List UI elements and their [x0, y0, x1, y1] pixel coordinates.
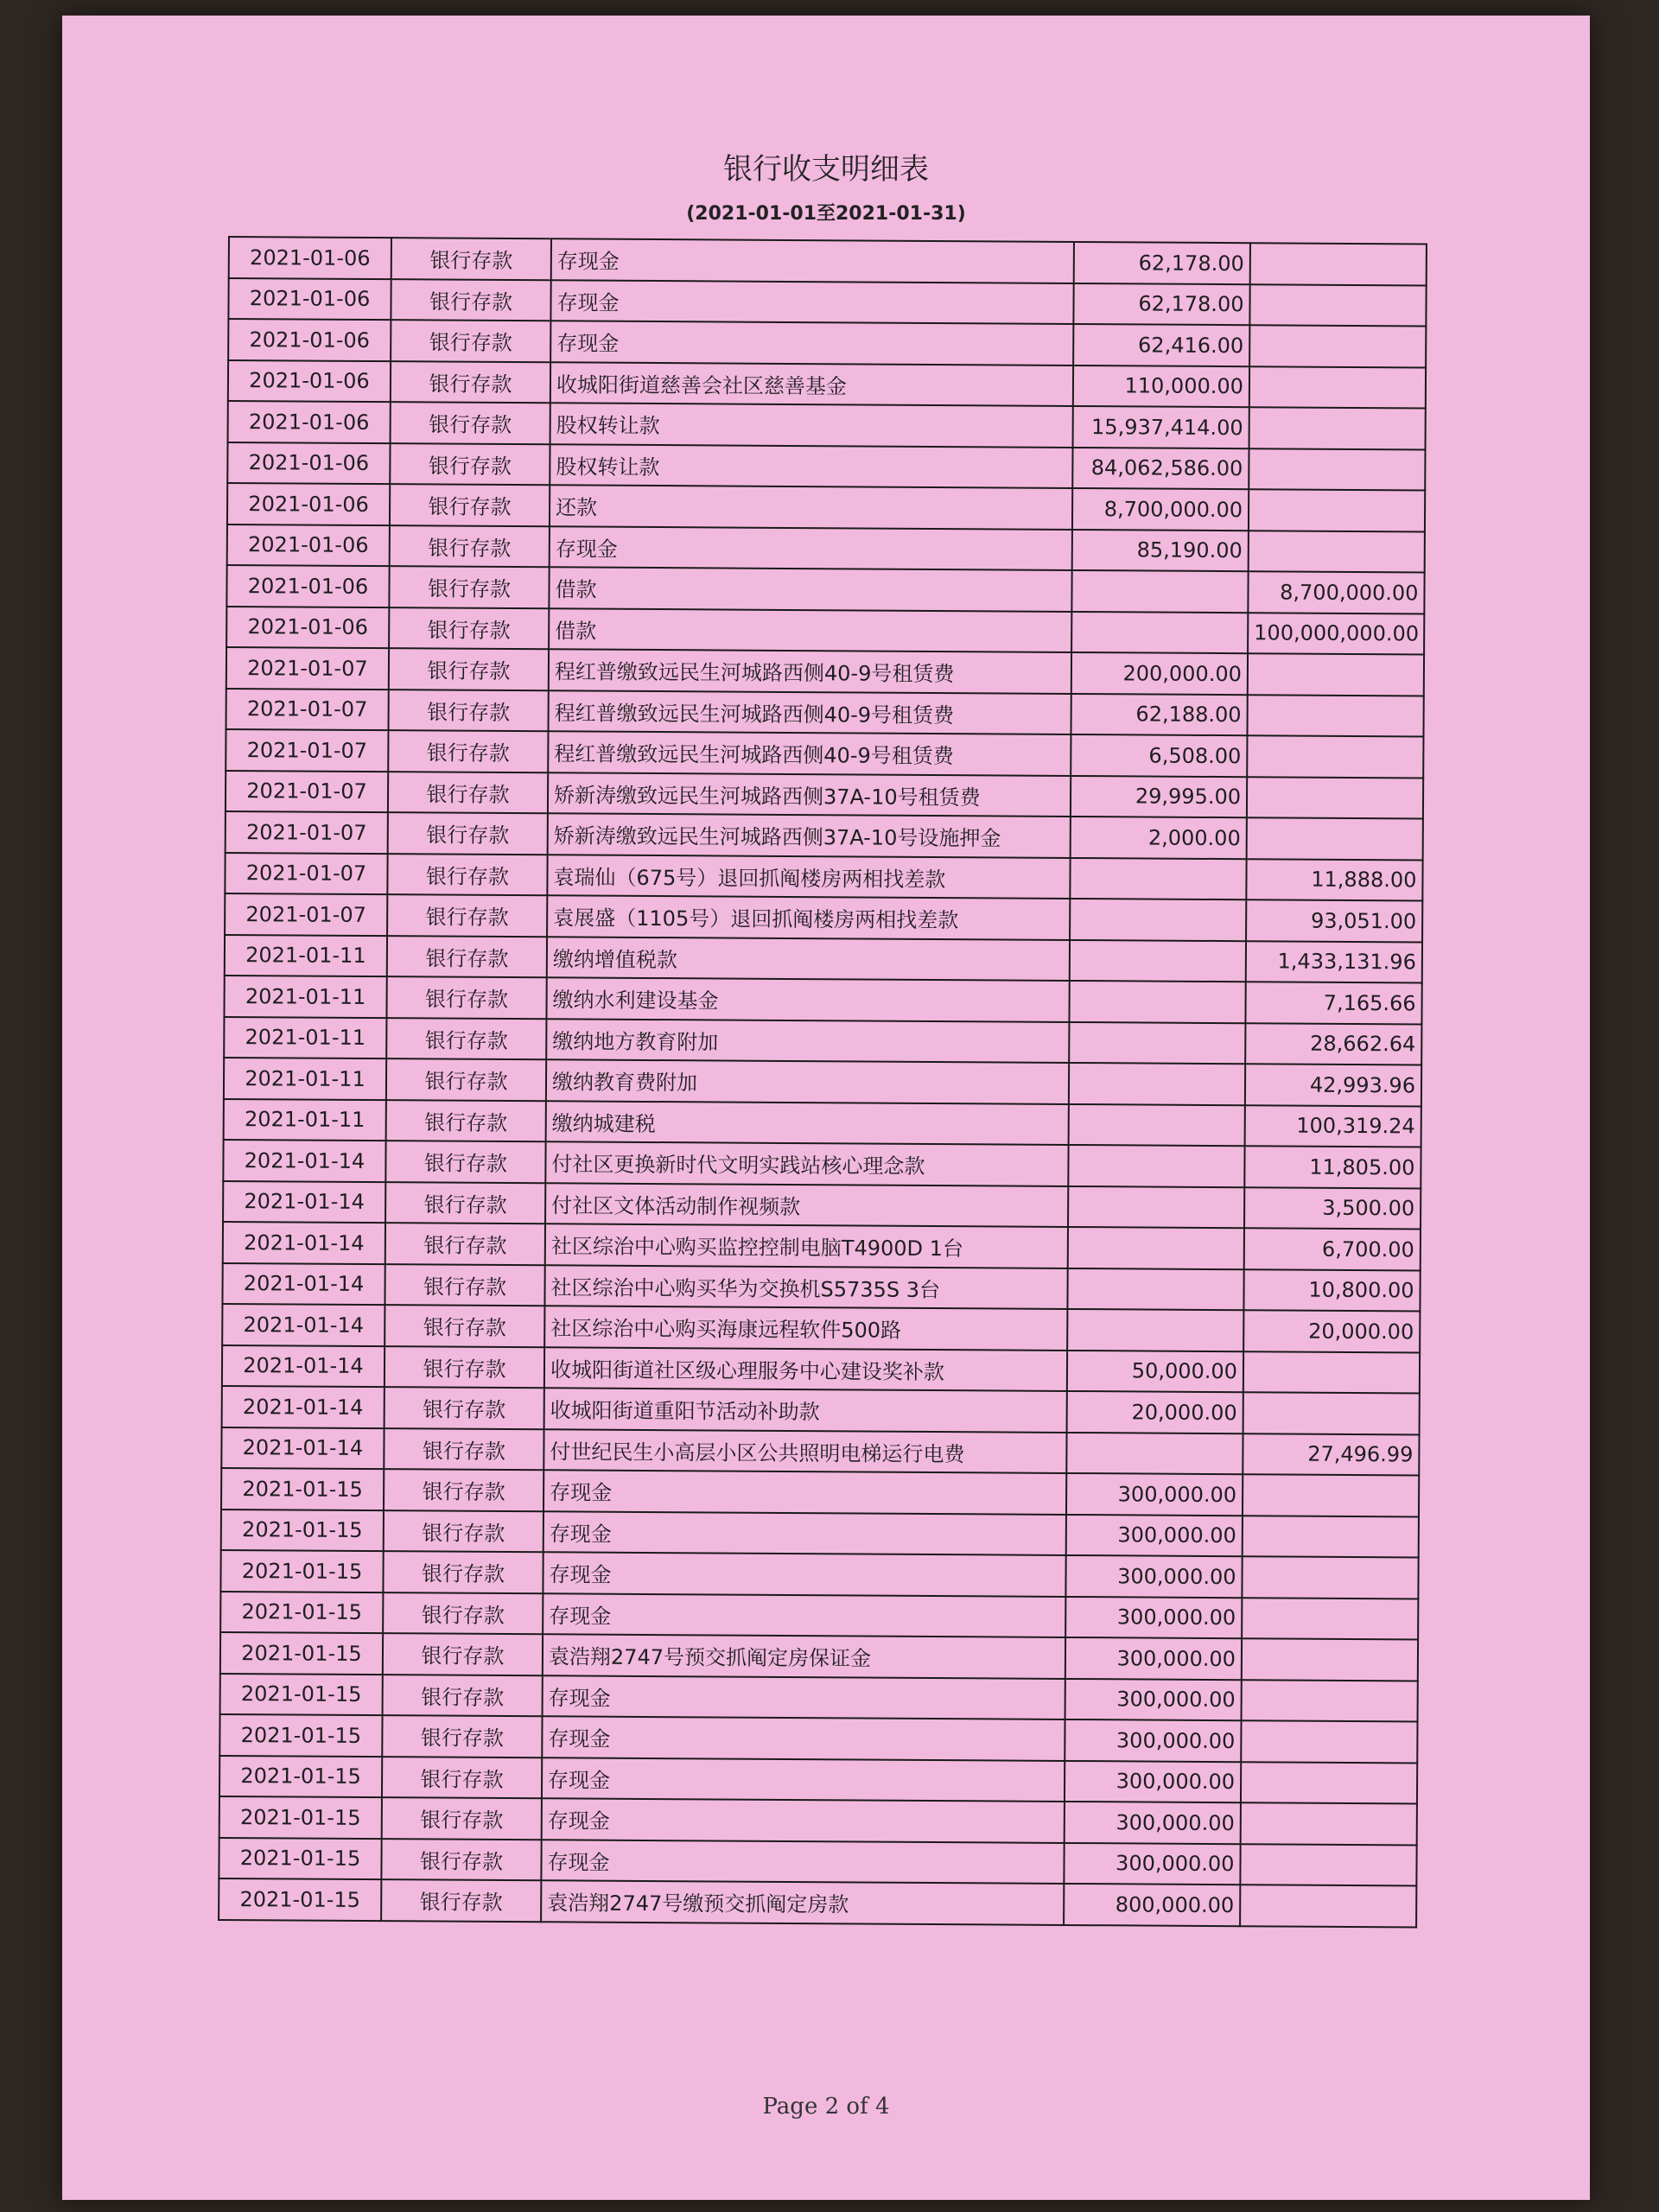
income-amount-cell: [1071, 570, 1248, 613]
account-cell: 银行存款: [384, 1469, 543, 1511]
expense-amount-cell: [1247, 695, 1423, 737]
table-row: [222, 1304, 1420, 1352]
income-amount-cell: 62,178.00: [1074, 242, 1250, 284]
income-amount-cell: 62,178.00: [1073, 283, 1249, 325]
description-cell: 袁浩翔2747号预交抓阄定房保证金: [543, 1634, 1065, 1678]
expense-amount-cell: 6,700.00: [1244, 1228, 1421, 1270]
expense-amount-cell: 1,433,131.96: [1246, 941, 1422, 983]
date-cell: 2021-01-14: [223, 1140, 385, 1182]
date-cell: 2021-01-06: [227, 524, 390, 566]
description-cell: 存现金: [550, 280, 1073, 324]
description-cell: 缴纳地方教育附加: [546, 1019, 1069, 1063]
expense-amount-cell: [1240, 1844, 1416, 1886]
table-row: [220, 1632, 1418, 1681]
income-amount-cell: 300,000.00: [1065, 1719, 1241, 1762]
date-cell: 2021-01-06: [228, 278, 391, 321]
expense-amount-cell: 28,662.64: [1245, 1023, 1421, 1065]
expense-amount-cell: [1249, 366, 1426, 409]
table-row: [222, 1262, 1420, 1311]
account-cell: 银行存款: [381, 1839, 541, 1881]
date-cell: 2021-01-15: [219, 1837, 381, 1879]
account-cell: 银行存款: [388, 730, 548, 772]
income-amount-cell: 20,000.00: [1067, 1391, 1243, 1433]
table-row: [228, 401, 1426, 449]
account-cell: 银行存款: [391, 279, 550, 321]
description-cell: 借款: [549, 567, 1071, 611]
date-cell: 2021-01-07: [226, 770, 388, 812]
account-cell: 银行存款: [382, 1757, 542, 1799]
expense-amount-cell: [1243, 1392, 1420, 1434]
account-cell: 银行存款: [385, 1223, 545, 1265]
date-cell: 2021-01-15: [220, 1673, 383, 1715]
account-cell: 银行存款: [389, 690, 549, 732]
period-subtitle: (2021-01-01至2021-01-31): [686, 203, 966, 225]
table-row: [225, 893, 1422, 942]
table-row: [224, 1098, 1421, 1147]
description-cell: 程红普缴致远民生河城路西侧40-9号租赁费: [548, 731, 1071, 775]
income-amount-cell: [1067, 1309, 1243, 1351]
description-cell: 缴纳教育费附加: [546, 1059, 1069, 1103]
expense-amount-cell: [1249, 284, 1426, 327]
income-amount-cell: 62,416.00: [1073, 324, 1249, 366]
date-cell: 2021-01-06: [226, 565, 389, 607]
table-row: [225, 934, 1422, 982]
expense-amount-cell: 93,051.00: [1246, 899, 1422, 942]
expense-amount-cell: [1249, 325, 1426, 367]
table-row: [226, 811, 1423, 860]
expense-amount-cell: [1241, 1762, 1417, 1804]
description-cell: 存现金: [550, 526, 1072, 570]
income-amount-cell: [1066, 1432, 1243, 1474]
account-cell: 银行存款: [382, 1797, 542, 1840]
expense-amount-cell: 20,000.00: [1243, 1310, 1420, 1352]
account-cell: 银行存款: [389, 607, 549, 650]
table-row: [229, 237, 1427, 285]
account-cell: 银行存款: [385, 1141, 545, 1183]
description-cell: 程红普缴致远民生河城路西侧40-9号租赁费: [549, 649, 1071, 693]
description-cell: 袁瑞仙（675号）退回抓阄楼房两相找差款: [547, 855, 1070, 899]
table-row: [223, 1180, 1421, 1229]
account-cell: 银行存款: [386, 1018, 546, 1060]
income-amount-cell: 800,000.00: [1064, 1884, 1240, 1926]
table-row: [219, 1796, 1417, 1845]
account-cell: 银行存款: [386, 1100, 546, 1142]
income-amount-cell: [1069, 1021, 1245, 1064]
income-amount-cell: 15,937,414.00: [1073, 406, 1249, 448]
date-cell: 2021-01-07: [225, 852, 387, 894]
description-cell: 社区综治中心购买海康远程软件500路: [544, 1306, 1067, 1350]
description-cell: 存现金: [550, 321, 1073, 365]
expense-amount-cell: [1240, 1885, 1416, 1927]
expense-amount-cell: [1250, 243, 1427, 285]
expense-amount-cell: [1249, 407, 1426, 449]
date-cell: 2021-01-07: [226, 647, 389, 690]
income-amount-cell: [1071, 611, 1248, 653]
account-cell: 银行存款: [390, 443, 550, 486]
table-row: [224, 1016, 1421, 1065]
date-cell: 2021-01-15: [220, 1632, 383, 1675]
income-amount-cell: 300,000.00: [1065, 1760, 1241, 1802]
income-amount-cell: [1070, 857, 1246, 899]
account-cell: 银行存款: [383, 1633, 543, 1675]
description-cell: 借款: [549, 608, 1071, 652]
expense-amount-cell: [1249, 489, 1425, 531]
table-row: [220, 1550, 1418, 1599]
date-cell: 2021-01-11: [224, 1058, 386, 1100]
description-cell: 程红普缴致远民生河城路西侧40-9号租赁费: [549, 690, 1071, 734]
income-amount-cell: [1068, 1145, 1244, 1187]
expense-amount-cell: [1243, 1351, 1420, 1394]
table-row: [221, 1509, 1419, 1557]
table-row: [222, 1386, 1420, 1434]
expense-amount-cell: 8,700,000.00: [1248, 571, 1424, 613]
account-cell: 银行存款: [384, 1428, 543, 1471]
description-cell: 还款: [550, 485, 1072, 529]
date-cell: 2021-01-14: [221, 1427, 384, 1469]
table-row: [219, 1714, 1417, 1763]
date-cell: 2021-01-06: [227, 483, 390, 525]
income-amount-cell: [1068, 1185, 1244, 1228]
date-cell: 2021-01-14: [222, 1344, 385, 1387]
account-cell: 银行存款: [386, 1058, 546, 1101]
table-row: [226, 565, 1424, 613]
account-cell: 银行存款: [382, 1715, 542, 1758]
expense-amount-cell: 3,500.00: [1244, 1187, 1421, 1230]
description-cell: 社区综治中心购买华为交换机S5735S 3台: [544, 1265, 1067, 1309]
table-row: [222, 1344, 1420, 1393]
table-row: [228, 360, 1426, 409]
account-cell: 银行存款: [391, 402, 550, 444]
expense-amount-cell: 100,319.24: [1245, 1105, 1421, 1147]
description-cell: 矫新涛缴致远民生河城路西侧37A-10号租赁费: [548, 772, 1071, 817]
table-row: [223, 1140, 1421, 1188]
description-cell: 付社区更换新时代文明实践站核心理念款: [545, 1141, 1068, 1185]
description-cell: 袁浩翔2747号缴预交抓阄定房款: [541, 1880, 1064, 1924]
income-amount-cell: [1068, 1227, 1244, 1269]
table-row: [227, 483, 1425, 531]
income-amount-cell: [1067, 1268, 1243, 1310]
account-cell: 银行存款: [385, 1346, 544, 1389]
income-amount-cell: 50,000.00: [1067, 1350, 1243, 1392]
description-cell: 存现金: [541, 1840, 1064, 1884]
description-cell: 存现金: [543, 1675, 1065, 1719]
table-row: [226, 647, 1424, 696]
page-number: Page 2 of 4: [762, 2094, 890, 2120]
expense-amount-cell: 42,993.96: [1245, 1064, 1421, 1106]
expense-amount-cell: [1249, 531, 1425, 573]
date-cell: 2021-01-14: [222, 1386, 385, 1428]
date-cell: 2021-01-15: [221, 1509, 384, 1551]
description-cell: 股权转让款: [550, 444, 1072, 488]
date-cell: 2021-01-14: [222, 1262, 385, 1305]
income-amount-cell: 84,062,586.00: [1072, 447, 1249, 489]
expense-amount-cell: 11,805.00: [1244, 1146, 1421, 1188]
table-row: [227, 442, 1425, 491]
date-cell: 2021-01-06: [228, 319, 391, 361]
description-cell: 存现金: [543, 1511, 1066, 1555]
expense-amount-cell: 10,800.00: [1243, 1269, 1420, 1312]
date-cell: 2021-01-14: [222, 1304, 385, 1346]
account-cell: 银行存款: [388, 772, 548, 814]
expense-amount-cell: 11,888.00: [1246, 859, 1422, 901]
description-cell: 收城阳街道慈善会社区慈善基金: [550, 362, 1073, 406]
table-row: [219, 1837, 1416, 1885]
description-cell: 缴纳增值税款: [547, 937, 1070, 981]
date-cell: 2021-01-07: [225, 893, 387, 936]
account-cell: 银行存款: [387, 854, 547, 896]
account-cell: 银行存款: [383, 1592, 543, 1635]
table-row: [226, 729, 1423, 778]
expense-amount-cell: [1243, 1516, 1419, 1558]
description-cell: 付社区文体活动制作视频款: [545, 1183, 1068, 1227]
expense-amount-cell: [1242, 1556, 1418, 1599]
income-amount-cell: 300,000.00: [1064, 1842, 1240, 1885]
expense-amount-cell: 7,165.66: [1245, 982, 1421, 1024]
date-cell: 2021-01-15: [221, 1468, 384, 1510]
income-amount-cell: 62,188.00: [1071, 693, 1247, 735]
expense-amount-cell: [1242, 1680, 1418, 1722]
ledger-table: [218, 236, 1427, 1928]
date-cell: 2021-01-06: [228, 360, 391, 403]
date-cell: 2021-01-06: [228, 401, 391, 443]
date-cell: 2021-01-11: [224, 1098, 386, 1141]
account-cell: 银行存款: [391, 320, 550, 362]
account-cell: 银行存款: [389, 566, 549, 608]
description-cell: 存现金: [543, 1552, 1065, 1596]
income-amount-cell: 300,000.00: [1066, 1473, 1243, 1516]
account-cell: 银行存款: [388, 812, 548, 855]
table-row: [224, 976, 1421, 1024]
income-amount-cell: 2,000.00: [1071, 817, 1247, 859]
description-cell: 付世纪民生小高层小区公共照明电梯运行电费: [543, 1429, 1066, 1473]
date-cell: 2021-01-11: [224, 976, 386, 1018]
income-amount-cell: 300,000.00: [1065, 1678, 1242, 1720]
income-amount-cell: [1070, 939, 1246, 982]
account-cell: 银行存款: [384, 1510, 543, 1553]
description-cell: 缴纳城建税: [546, 1101, 1069, 1145]
description-cell: 存现金: [551, 238, 1074, 283]
income-amount-cell: 300,000.00: [1065, 1596, 1242, 1638]
table-row: [223, 1222, 1421, 1270]
table-row: [227, 524, 1425, 572]
date-cell: 2021-01-11: [224, 1016, 386, 1058]
date-cell: 2021-01-06: [227, 442, 390, 485]
table-row: [226, 688, 1424, 736]
description-cell: 收城阳街道重阳节活动补助款: [544, 1388, 1067, 1432]
description-cell: 存现金: [542, 1798, 1065, 1842]
income-amount-cell: 110,000.00: [1073, 365, 1249, 407]
income-amount-cell: 300,000.00: [1065, 1555, 1242, 1598]
account-cell: 银行存款: [391, 238, 551, 280]
table-row: [220, 1591, 1418, 1639]
table-row: [220, 1673, 1418, 1721]
table-row: [219, 1755, 1417, 1803]
description-cell: 存现金: [543, 1470, 1066, 1514]
income-amount-cell: 300,000.00: [1066, 1514, 1243, 1556]
income-amount-cell: 85,190.00: [1072, 529, 1249, 571]
expense-amount-cell: [1249, 448, 1425, 491]
expense-amount-cell: 100,000,000.00: [1248, 613, 1424, 655]
account-cell: 银行存款: [383, 1675, 543, 1717]
date-cell: 2021-01-15: [220, 1550, 383, 1592]
account-cell: 银行存款: [385, 1182, 545, 1224]
expense-amount-cell: [1248, 653, 1424, 696]
date-cell: 2021-01-15: [219, 1878, 381, 1921]
date-cell: 2021-01-11: [225, 934, 387, 976]
income-amount-cell: 200,000.00: [1071, 652, 1248, 695]
expense-amount-cell: [1243, 1474, 1419, 1516]
table-row: [219, 1878, 1416, 1927]
table-row: [225, 852, 1422, 900]
date-cell: 2021-01-15: [220, 1591, 383, 1633]
account-cell: 银行存款: [385, 1264, 544, 1306]
description-cell: 袁展盛（1105号）退回抓阄楼房两相找差款: [547, 895, 1070, 939]
income-amount-cell: [1069, 1063, 1245, 1105]
date-cell: 2021-01-15: [219, 1755, 382, 1797]
expense-amount-cell: [1247, 735, 1423, 778]
date-cell: 2021-01-07: [226, 729, 388, 772]
expense-amount-cell: [1247, 777, 1423, 819]
account-cell: 银行存款: [386, 976, 546, 1019]
table-row: [221, 1468, 1419, 1516]
table-row: [221, 1427, 1419, 1475]
account-cell: 银行存款: [385, 1305, 544, 1347]
income-amount-cell: 8,700,000.00: [1072, 488, 1249, 531]
table-row: [224, 1058, 1421, 1106]
date-cell: 2021-01-07: [226, 688, 389, 730]
expense-amount-cell: 27,496.99: [1243, 1433, 1419, 1476]
paper-sheet: [62, 16, 1590, 2200]
description-cell: 收城阳街道社区级心理服务中心建设奖补款: [544, 1347, 1067, 1391]
date-cell: 2021-01-14: [223, 1222, 385, 1264]
expense-amount-cell: [1247, 817, 1423, 860]
income-amount-cell: [1069, 1103, 1245, 1146]
expense-amount-cell: [1241, 1802, 1417, 1845]
income-amount-cell: 29,995.00: [1071, 775, 1247, 817]
description-cell: 缴纳水利建设基金: [546, 977, 1069, 1021]
account-cell: 银行存款: [387, 894, 547, 937]
ledger-body: [219, 237, 1427, 1927]
table-row: [226, 770, 1423, 818]
income-amount-cell: [1070, 899, 1246, 941]
account-cell: 银行存款: [383, 1551, 543, 1593]
account-cell: 银行存款: [391, 361, 550, 404]
page-title: 银行收支明细表: [723, 152, 929, 187]
description-cell: 存现金: [543, 1593, 1065, 1637]
description-cell: 社区综治中心购买监控控制电脑T4900D 1台: [545, 1224, 1068, 1268]
description-cell: 存现金: [542, 1716, 1065, 1760]
account-cell: 银行存款: [390, 525, 550, 568]
date-cell: 2021-01-07: [226, 811, 388, 854]
table-row: [228, 319, 1426, 367]
expense-amount-cell: [1241, 1720, 1417, 1763]
table-row: [228, 278, 1426, 327]
income-amount-cell: 6,508.00: [1071, 734, 1247, 777]
description-cell: 存现金: [542, 1758, 1065, 1802]
date-cell: 2021-01-15: [219, 1714, 382, 1757]
expense-amount-cell: [1242, 1598, 1418, 1640]
date-cell: 2021-01-06: [229, 237, 391, 279]
description-cell: 股权转让款: [550, 403, 1073, 447]
account-cell: 银行存款: [387, 936, 547, 978]
account-cell: 银行存款: [389, 648, 549, 690]
income-amount-cell: 300,000.00: [1065, 1802, 1241, 1844]
description-cell: 矫新涛缴致远民生河城路西侧37A-10号设施押金: [548, 813, 1071, 857]
date-cell: 2021-01-15: [219, 1796, 382, 1839]
income-amount-cell: 300,000.00: [1065, 1637, 1242, 1680]
expense-amount-cell: [1242, 1638, 1418, 1681]
account-cell: 银行存款: [385, 1387, 544, 1429]
table-row: [226, 606, 1424, 654]
income-amount-cell: [1069, 981, 1245, 1023]
date-cell: 2021-01-06: [226, 606, 389, 648]
account-cell: 银行存款: [381, 1879, 541, 1922]
date-cell: 2021-01-14: [223, 1180, 385, 1223]
account-cell: 银行存款: [390, 484, 550, 526]
